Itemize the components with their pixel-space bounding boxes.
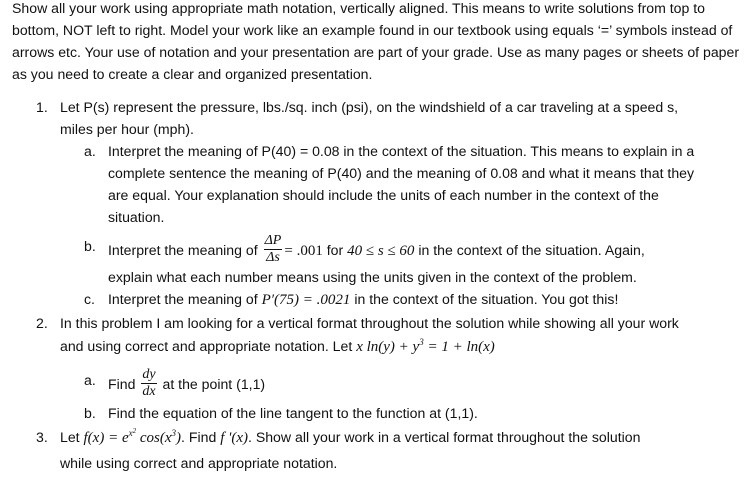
q1b-label: b. bbox=[84, 238, 96, 254]
fraction-denominator: Δs bbox=[266, 250, 280, 265]
q3-prefix: Let bbox=[60, 429, 80, 445]
q3-derivative: f '(x) bbox=[220, 430, 248, 446]
q2a-line bbox=[108, 369, 265, 402]
fraction-denominator: dx bbox=[142, 384, 156, 399]
q3-func-end: ) bbox=[176, 430, 182, 446]
delta-p-over-delta-s-fraction bbox=[264, 233, 283, 266]
q1-text-line1: Let P(s) represent the pressure, lbs./sq. inch (psi), on the windshield of a car traveling at a speed s, bbox=[60, 99, 679, 115]
q1b-line2: explain what each number means using the units given in the context of the problem. bbox=[108, 269, 637, 285]
fraction-numerator: dy bbox=[142, 367, 156, 382]
q2-equation bbox=[356, 339, 495, 355]
q2a-prefix: Find bbox=[108, 376, 136, 393]
q1a-label: a. bbox=[84, 143, 96, 159]
q2-equation-exponent: 3 bbox=[419, 337, 424, 347]
q2-equation-left: x ln(y) + y bbox=[356, 339, 420, 355]
q3-find: . Find bbox=[181, 429, 217, 445]
q3-line1 bbox=[60, 426, 640, 449]
q3-number: 3. bbox=[36, 429, 48, 445]
q2a-suffix: at the point (1,1) bbox=[162, 376, 266, 393]
dy-dx-fraction bbox=[141, 367, 156, 400]
q1a-line2: complete sentence the meaning of P(40) and the meaning of 0.08 and what it means that they bbox=[108, 165, 695, 181]
q1c-prefix: Interpret the meaning of bbox=[108, 291, 258, 307]
q2-line2 bbox=[60, 335, 495, 358]
q2-number: 2. bbox=[36, 315, 48, 331]
q1b-prefix: Interpret the meaning of bbox=[108, 242, 258, 259]
q2b-text: Find the equation of the line tangent to the function at (1,1). bbox=[108, 405, 478, 421]
q3-line2: while using correct and appropriate notation. bbox=[60, 455, 338, 471]
q1a-line3: are equal. Your explanation should include the units of each number in the context of the bbox=[108, 187, 659, 203]
q1b-line1 bbox=[108, 235, 645, 268]
q2-line1: In this problem I am looking for a vertical format throughout the solution while showing all your work bbox=[60, 315, 679, 331]
q2b-label: b. bbox=[84, 405, 96, 421]
q3-suffix: . Show all your work in a vertical format throughout the solution bbox=[247, 429, 641, 445]
q1b-value: = .001 bbox=[284, 243, 323, 260]
exp-exp: 2 bbox=[132, 427, 137, 435]
q3-func-exponent bbox=[129, 428, 137, 438]
q1b-for: for bbox=[326, 242, 344, 259]
q1c-line bbox=[108, 288, 618, 311]
q2-equation-right: = 1 + ln(x) bbox=[423, 339, 495, 355]
q3-func-cube: 3 bbox=[171, 428, 177, 438]
q1-text-line2: miles per hour (mph). bbox=[60, 121, 194, 137]
q1b-suffix: in the context of the situation. Again, bbox=[418, 242, 645, 259]
q3-function bbox=[83, 427, 182, 446]
q2a-label: a. bbox=[84, 372, 96, 388]
q3-func-mid: cos(x bbox=[136, 430, 172, 446]
q2-line2-prefix: and using correct and appropriate notation. Let bbox=[60, 338, 353, 354]
q1-number: 1. bbox=[36, 99, 48, 115]
q3-func-left: f(x) = e bbox=[83, 430, 129, 446]
q1b-range: 40 ≤ s ≤ 60 bbox=[347, 243, 415, 260]
exp-base: x bbox=[128, 428, 133, 438]
q1a-line1: Interpret the meaning of P(40) = 0.08 in the context of the situation. This means to explain in a bbox=[108, 143, 695, 159]
q1c-suffix: in the context of the situation. You got this! bbox=[354, 291, 619, 307]
q1c-label: c. bbox=[84, 291, 95, 307]
instructions-paragraph: Show all your work using appropriate math notation, vertically aligned. This means to write solutions from top to bottom, NOT left to right. Model your work like an example found in our textbook using equals ‘=’ symbols instead of arrows etc. Your use of notation and your presentation are part of your grade. Use as many pages or sheets of paper as you need to create a clear and organized presentation. bbox=[12, 0, 740, 82]
q1c-math: P′(75) = .0021 bbox=[261, 292, 351, 308]
fraction-numerator: ΔP bbox=[264, 233, 282, 248]
q1a-line4: situation. bbox=[108, 209, 165, 225]
